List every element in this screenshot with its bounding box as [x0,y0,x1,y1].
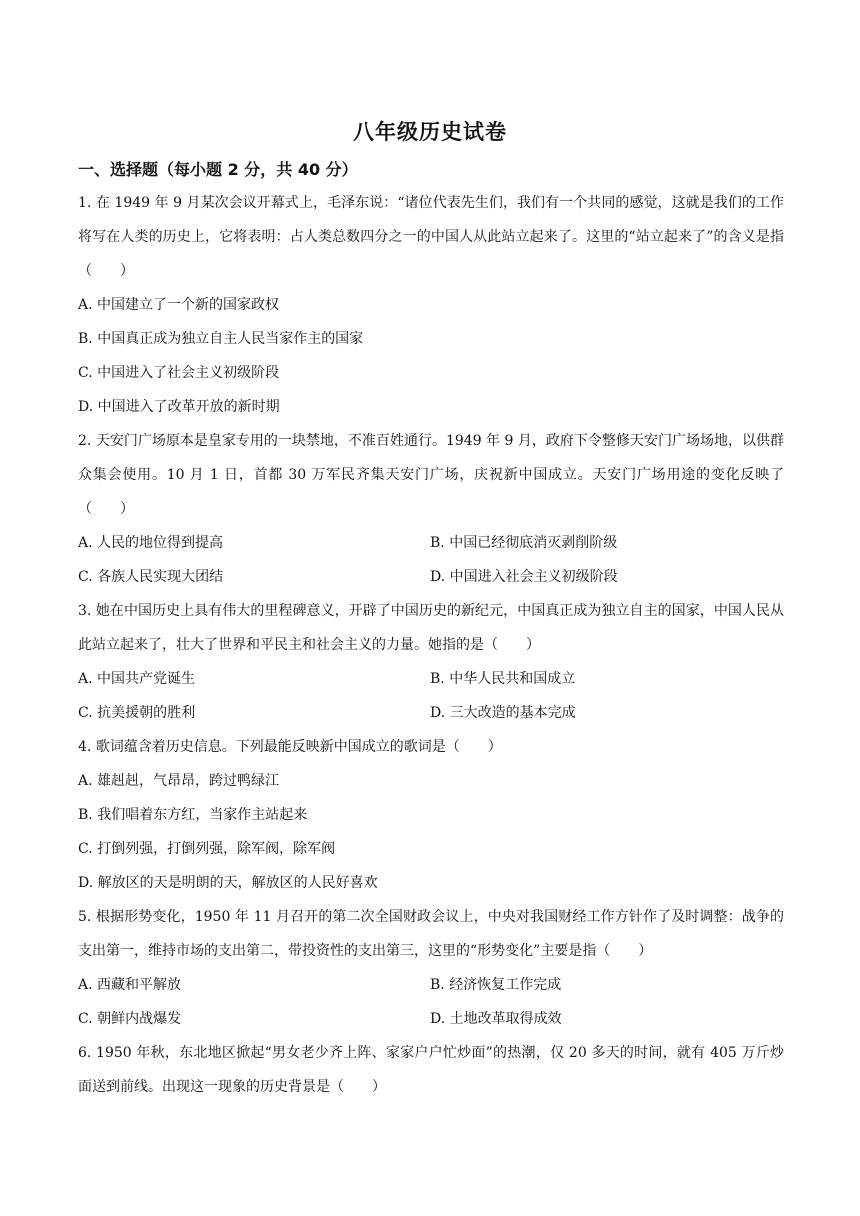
option-a: A. 中国共产党诞生 [78,671,196,687]
option-b: B. 中华人民共和国成立 [430,671,576,687]
option-a: A. 西藏和平解放 [78,977,182,993]
question-stem: 3. 她在中国历史上具有伟大的里程碑意义，开辟了中国历史的新纪元，中国真正成为独立自主的国家，中国人民从此站立起来了，壮大了世界和平民主和社会主义的力量。她指的是（ ） [78,603,784,653]
question-2 [78,424,784,594]
option-c: C. 中国进入了社会主义初级阶段 [78,365,280,381]
question-1 [78,186,784,424]
option-a: A. 人民的地位得到提高 [78,535,224,551]
question-4 [78,730,784,900]
option-c: C. 朝鲜内战爆发 [78,1011,182,1027]
option-b: B. 经济恢复工作完成 [430,977,562,993]
option-d: D. 解放区的天是明朗的天，解放区的人民好喜欢 [78,875,378,891]
option-c: C. 各族人民实现大团结 [78,569,224,585]
option-row [78,560,784,594]
option-row [78,662,784,696]
option-b: B. 我们唱着东方红，当家作主站起来 [78,807,308,823]
question-stem: 6. 1950 年秋，东北地区掀起“男女老少齐上阵、家家户户忙炒面”的热潮，仅 20 多天的时间，就有 405 万斤炒面送到前线。出现这一现象的历史背景是（ ） [78,1045,784,1095]
option-c: C. 抗美援朝的胜利 [78,705,196,721]
question-stem: 2. 天安门广场原本是皇家专用的一块禁地，不准百姓通行。1949 年 9 月，政府下令整修天安门广场场地，以供群众集会使用。10 月 1 日，首都 30 万军民齐集天安门广场，庆祝新中国成立。天安门广场用途的变化反映了（ ） [78,433,784,517]
option-b: B. 中国真正成为独立自主人民当家作主的国家 [78,331,364,347]
option-a: A. 中国建立了一个新的国家政权 [78,297,280,313]
option-d: D. 土地改革取得成效 [430,1011,562,1027]
section-heading: 一、选择题（每小题 2 分，共 40 分） [78,160,358,179]
question-6 [78,1036,784,1104]
option-row [78,1002,784,1036]
option-row [78,696,784,730]
question-5 [78,900,784,1036]
option-c: C. 打倒列强，打倒列强，除军阀，除军阀 [78,841,336,857]
question-list [78,186,784,1104]
question-stem: 5. 根据形势变化，1950 年 11 月召开的第二次全国财政会议上，中央对我国财经工作方针作了及时调整：战争的支出第一，维持市场的支出第二，带投资性的支出第三，这里的“形势变化”主要是指（ ） [78,909,784,959]
option-row [78,526,784,560]
page-title: 八年级历史试卷 [353,120,507,144]
option-d: D. 中国进入了改革开放的新时期 [78,399,280,415]
option-a: A. 雄赳赳，气昂昂，跨过鸭绿江 [78,773,280,789]
question-stem: 1. 在 1949 年 9 月某次会议开幕式上，毛泽东说：“诸位代表先生们，我们有一个共同的感觉，这就是我们的工作将写在人类的历史上，它将表明：占人类总数四分之一的中国人从此站立起来了。这里的“站立起来了”的含义是指（ ） [78,195,784,279]
option-d: D. 中国进入社会主义初级阶段 [430,569,618,585]
option-d: D. 三大改造的基本完成 [430,705,576,721]
option-b: B. 中国已经彻底消灭剥削阶级 [430,535,618,551]
question-3 [78,594,784,730]
question-stem: 4. 歌词蕴含着历史信息。下列最能反映新中国成立的歌词是（ ） [78,739,502,755]
option-row [78,968,784,1002]
